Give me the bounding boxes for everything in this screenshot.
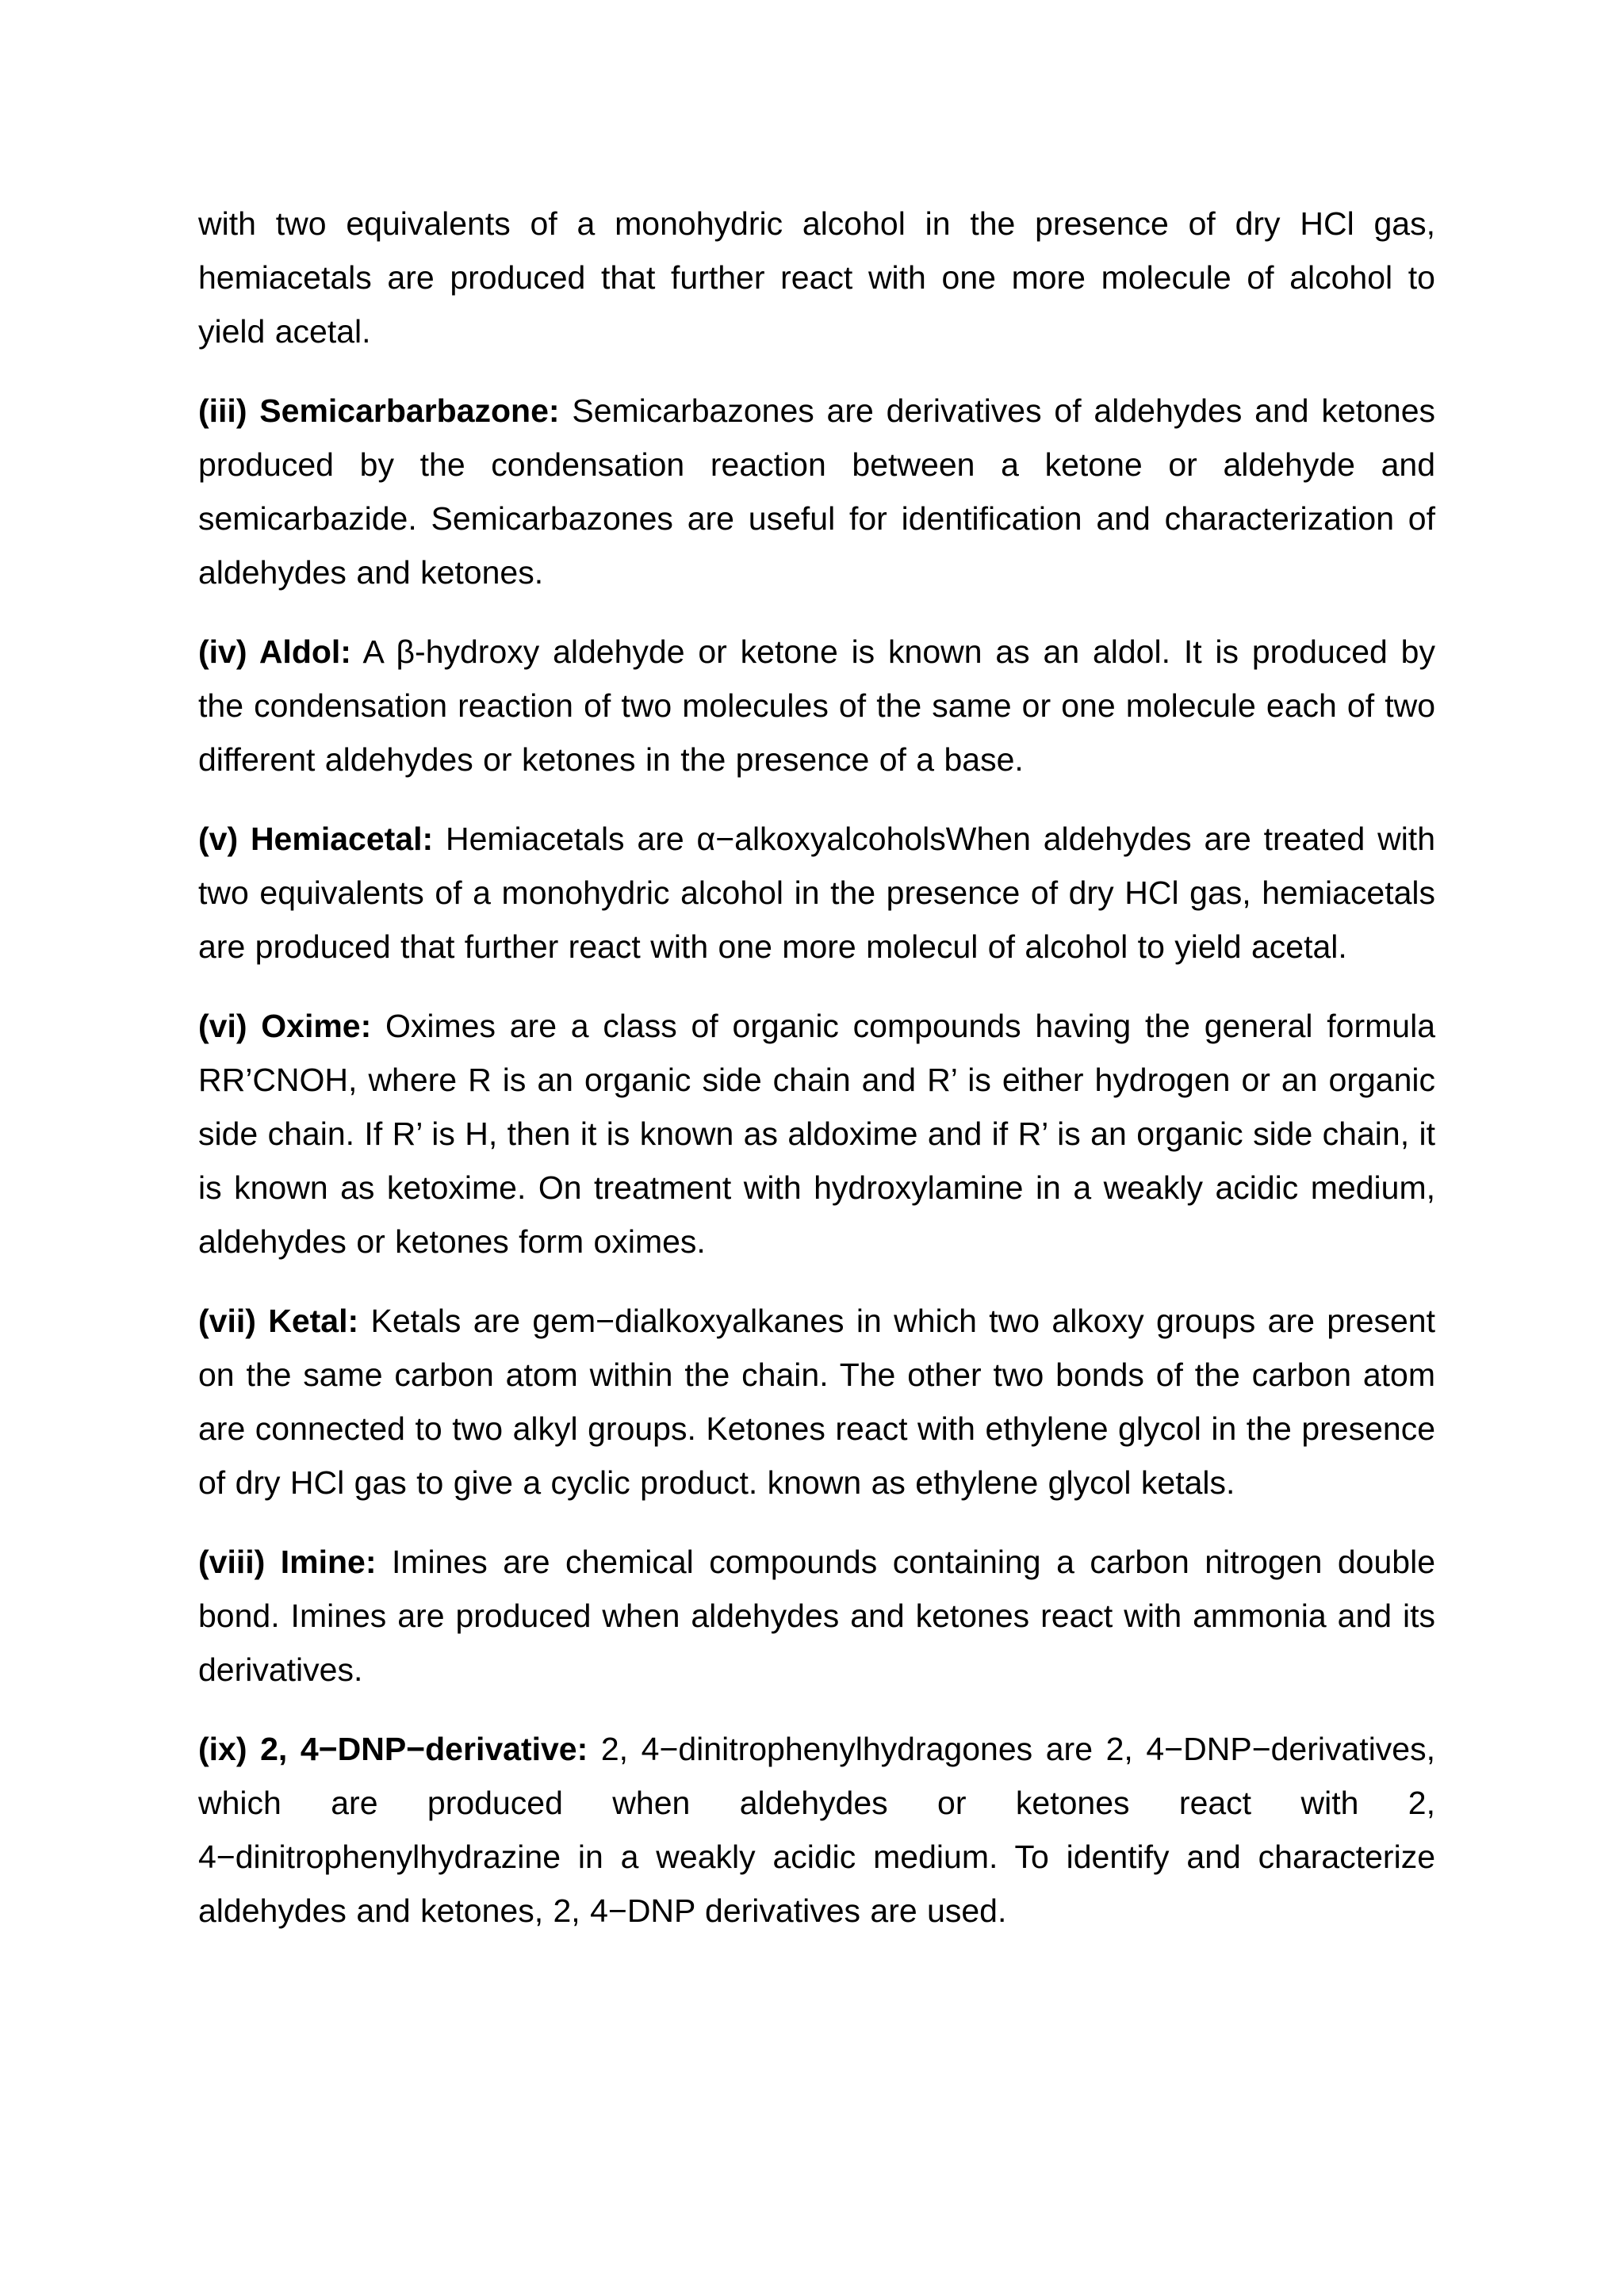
section-hemiacetal <box>198 812 1435 974</box>
section-term: (iv) Aldol: <box>198 633 351 670</box>
section-text: Oximes are a class of organic compounds having the general formula RR’CNOH, where R is an organic side chain and R’ is either hydrogen or an organic side chain. If R’ is H, then it is known as aldoxime and if R’ is an organic side chain, it is known as ketoxime. On treatment with hydroxylamine in a weakly acidic medium, aldehydes or ketones form oximes. <box>198 1008 1435 1260</box>
section-term: (iii) Semicarbarbazone: <box>198 392 560 429</box>
section-text: Semicarbazones are derivatives of aldehydes and ketones produced by the condensation reaction between a ketone or aldehyde and semicarbazide. Semicarbazones are useful for identification and characterization of aldehydes and ketones. <box>198 392 1435 591</box>
section-text: 2, 4−dinitrophenylhydragones are 2, 4−DNP−derivatives, which are produced when aldehydes or ketones react with 2, 4−dinitrophenylhydrazine in a weakly acidic medium. To identify and characterize aldehydes and ketones, 2, 4−DNP derivatives are used. <box>198 1731 1435 1929</box>
section-term: (vi) Oxime: <box>198 1008 372 1044</box>
section-ketal <box>198 1294 1435 1510</box>
section-term: (ix) 2, 4−DNP−derivative: <box>198 1731 588 1767</box>
document-page <box>198 197 1435 1963</box>
section-semicarbazone <box>198 384 1435 599</box>
section-text: Ketals are gem−dialkoxyalkanes in which two alkoxy groups are present on the same carbon atom within the chain. The other two bonds of the carbon atom are connected to two alkyl groups. Ketones react with ethylene glycol in the presence of dry HCl gas to give a cyclic product. known as ethylene glycol ketals. <box>198 1303 1435 1501</box>
section-term: (viii) Imine: <box>198 1544 377 1580</box>
section-imine <box>198 1535 1435 1697</box>
intro-paragraph: with two equivalents of a monohydric alcohol in the presence of dry HCl gas, hemiacetals are produced that further react with one more molecule of alcohol to yield acetal. <box>198 205 1435 350</box>
section-term: (v) Hemiacetal: <box>198 821 434 857</box>
section-text: A β-hydroxy aldehyde or ketone is known as an aldol. It is produced by the condensation reaction of two molecules of the same or one molecule each of two different aldehydes or ketones in the presence of a base. <box>198 633 1435 778</box>
section-oxime <box>198 999 1435 1269</box>
section-dnp-derivative <box>198 1722 1435 1938</box>
section-text: Imines are chemical compounds containing a carbon nitrogen double bond. Imines are produced when aldehydes and ketones react with ammonia and its derivatives. <box>198 1544 1435 1688</box>
section-text: Hemiacetals are α−alkoxyalcoholsWhen aldehydes are treated with two equivalents of a monohydric alcohol in the presence of dry HCl gas, hemiacetals are produced that further react with one more molecul of alcohol to yield acetal. <box>198 821 1435 965</box>
section-term: (vii) Ketal: <box>198 1303 359 1339</box>
section-aldol <box>198 625 1435 786</box>
